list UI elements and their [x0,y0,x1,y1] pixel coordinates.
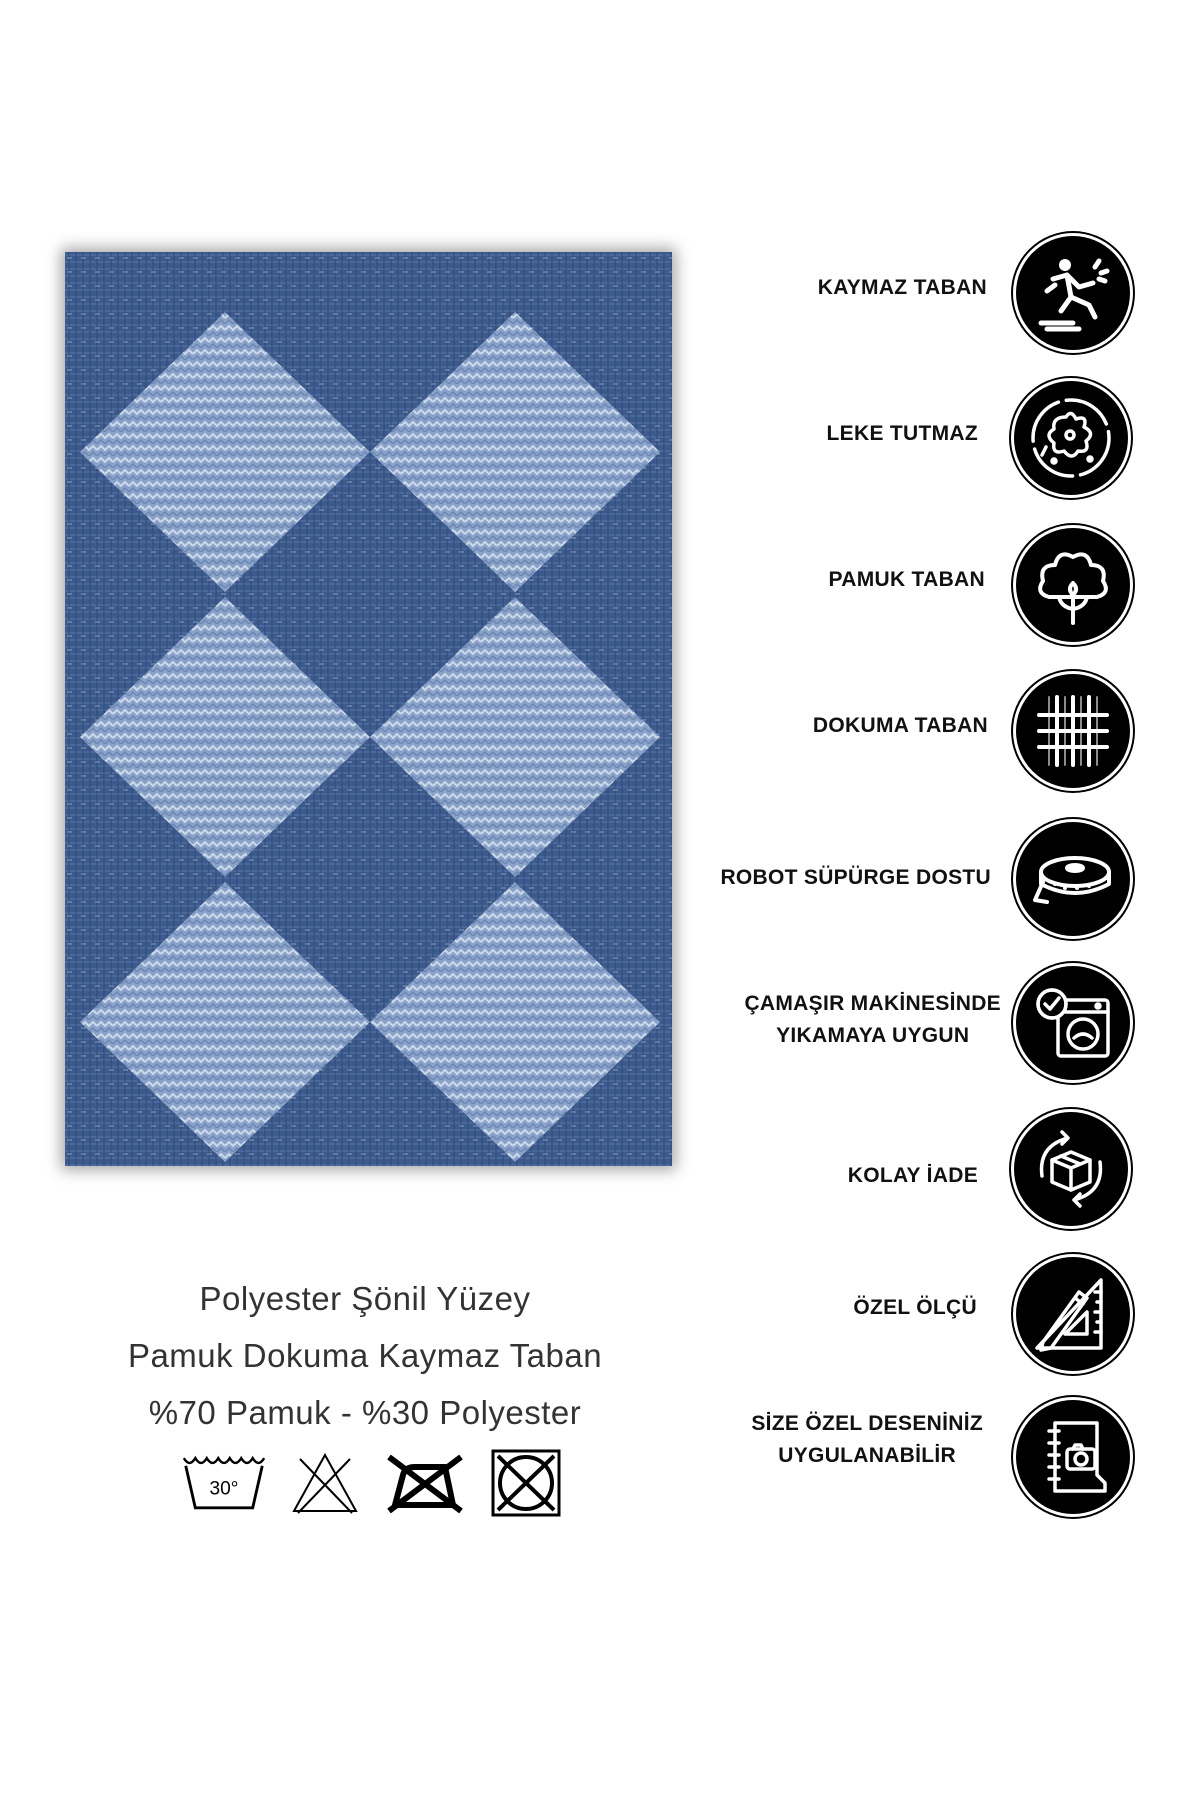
description-line-2: Pamuk Dokuma Kaymaz Taban [127,1337,603,1374]
feature-label-text: ÖZEL ÖLÇÜ [853,1296,977,1319]
description-line-3: %70 Pamuk - %30 Polyester [148,1394,582,1431]
return-box-icon [1014,1112,1128,1226]
feature-label-robot-supurge [720,862,991,894]
description-line-1: Polyester Şönil Yüzey [199,1280,531,1317]
feature-label-text: KOLAY İADE [847,1164,978,1187]
feature-label-text: UYGULANABİLİR [778,1444,957,1467]
care-symbols [180,1448,570,1518]
feature-label-kolay-iade [848,1160,978,1192]
no-tumble-dry-icon [482,1448,570,1518]
rug-image [65,252,672,1166]
feature-label-pamuk-taban [828,564,985,596]
feature-label-dokuma-taban [813,710,988,742]
feature-label-leke-tutmaz [827,418,978,450]
product-description [60,1270,670,1441]
feature-label-text: SİZE ÖZEL DESENİNİZ [751,1412,983,1435]
washing-machine-icon [1016,966,1130,1080]
no-bleach-icon [281,1448,369,1518]
feature-label-text: KAYMAZ TABAN [817,276,987,299]
wash-30-icon [180,1448,268,1518]
feature-label-text: PAMUK TABAN [828,568,985,591]
cotton-icon [1016,528,1130,642]
photo-notebook-icon [1016,1400,1130,1514]
feature-label-text: YIKAMAYA UYGUN [776,1024,970,1047]
feature-label-text: ROBOT SÜPÜRGE DOSTU [720,866,991,889]
stain-icon [1014,381,1128,495]
no-iron-icon [381,1448,469,1518]
feature-label-text: LEKE TUTMAZ [826,422,978,445]
robot-vacuum-icon [1016,822,1130,936]
svg-text:30°: 30° [209,1478,239,1500]
weave-icon [1016,674,1130,788]
feature-label-kaymaz-taban [818,272,987,304]
feature-label-ozel-desen [751,1408,983,1472]
ruler-pencil-icon [1016,1257,1130,1371]
feature-label-ozel-olcu [853,1292,977,1324]
slip-icon [1016,236,1130,350]
feature-label-text: ÇAMAŞIR MAKİNESİNDE [744,992,1001,1015]
feature-label-camasir-makinesi [744,988,1001,1052]
feature-label-text: DOKUMA TABAN [812,714,988,737]
